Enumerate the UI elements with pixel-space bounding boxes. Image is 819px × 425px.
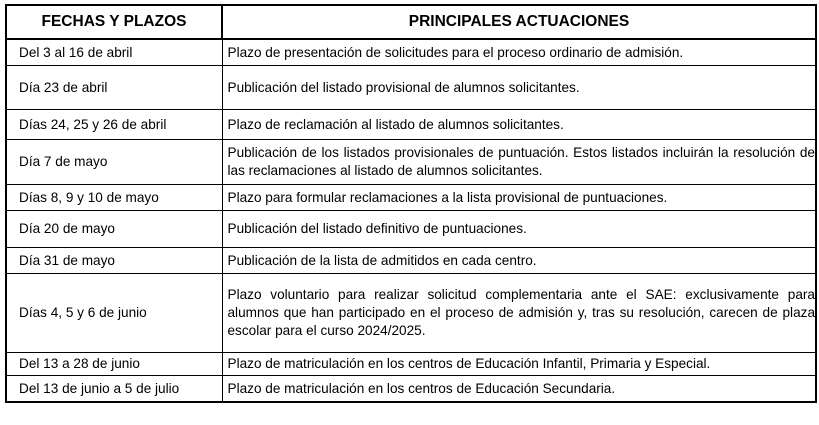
row-date: Días 4, 5 y 6 de junio [6, 274, 222, 353]
admission-schedule-table [5, 4, 817, 403]
header-actions: PRINCIPALES ACTUACIONES [222, 5, 816, 39]
table-row [6, 353, 816, 376]
header-dates: FECHAS Y PLAZOS [6, 5, 222, 39]
table-row [6, 376, 816, 403]
row-date: Del 13 a 28 de junio [6, 353, 222, 376]
table-row [6, 140, 816, 185]
table-row [6, 39, 816, 66]
row-date: Del 3 al 16 de abril [6, 39, 222, 66]
row-action: Plazo para formular reclamaciones a la lista provisional de puntuaciones. [222, 185, 816, 211]
row-action: Plazo de presentación de solicitudes para el proceso ordinario de admisión. [222, 39, 816, 66]
table-row [6, 185, 816, 211]
row-action: Plazo de reclamación al listado de alumnos solicitantes. [222, 110, 816, 140]
row-action: Plazo de matriculación en los centros de Educación Secundaria. [222, 376, 816, 403]
row-action: Publicación de la lista de admitidos en cada centro. [222, 248, 816, 274]
row-date: Del 13 de junio a 5 de julio [6, 376, 222, 403]
row-action: Publicación del listado provisional de alumnos solicitantes. [222, 66, 816, 110]
row-date: Día 31 de mayo [6, 248, 222, 274]
header-row [6, 5, 816, 39]
table-header [6, 5, 816, 39]
table-body [6, 39, 816, 402]
row-action: Publicación del listado definitivo de puntuaciones. [222, 211, 816, 248]
table-row [6, 110, 816, 140]
row-action: Plazo de matriculación en los centros de Educación Infantil, Primaria y Especial. [222, 353, 816, 376]
row-date: Días 8, 9 y 10 de mayo [6, 185, 222, 211]
table-row [6, 211, 816, 248]
row-action: Publicación de los listados provisionales de puntuación. Estos listados incluirán la resolución de las reclamaciones al listado de alumnos solicitantes. [222, 140, 816, 185]
table-row [6, 248, 816, 274]
row-date: Día 23 de abril [6, 66, 222, 110]
row-date: Día 20 de mayo [6, 211, 222, 248]
row-action: Plazo voluntario para realizar solicitud complementaria ante el SAE: exclusivamente para alumnos que han participado en el proceso de admisión y, tras su resolución, carecen de plaza escolar para el curso 2024/2025. [222, 274, 816, 353]
table-row [6, 274, 816, 353]
table-row [6, 66, 816, 110]
row-date: Día 7 de mayo [6, 140, 222, 185]
row-date: Días 24, 25 y 26 de abril [6, 110, 222, 140]
